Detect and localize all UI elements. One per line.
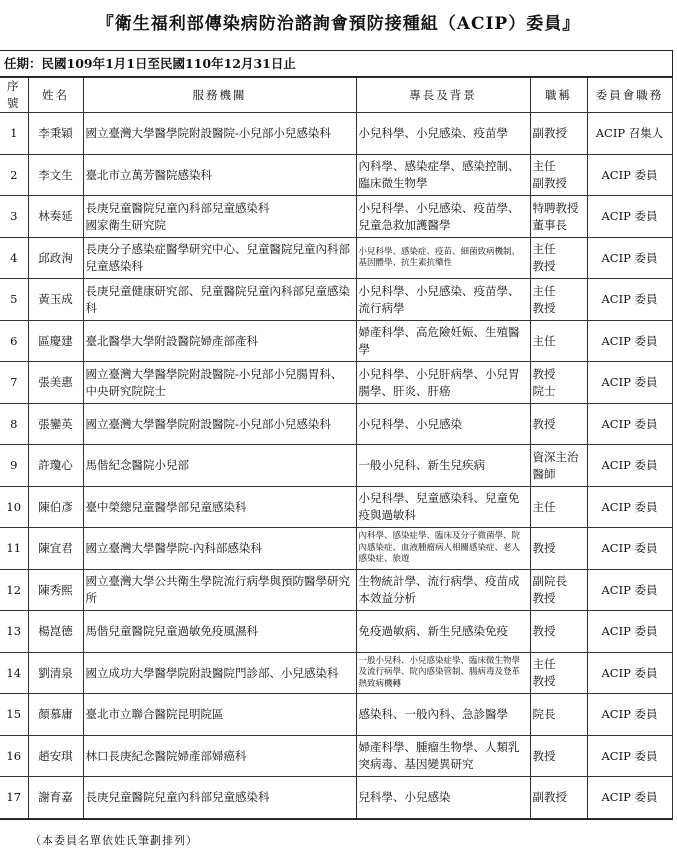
- member-name: 趙安琪: [28, 736, 83, 777]
- member-agency: 馬偕紀念醫院小兒部: [83, 445, 356, 487]
- member-agency: 臺北市立萬芳醫院感染科: [83, 155, 356, 196]
- member-agency: 長庚兒童健康研究部、兒童醫院兒童內科部兒童感染科: [83, 279, 356, 321]
- member-specialty: 小兒科學、小兒感染: [356, 404, 530, 445]
- table-row: [0, 694, 672, 736]
- member-specialty: 小兒科學、小兒肝病學、小兒胃腸學、肝炎、肝癌: [356, 362, 530, 404]
- member-no: 8: [0, 404, 28, 445]
- table-row: [0, 570, 672, 611]
- member-role: ACIP 委員: [587, 404, 672, 445]
- member-name: 陳秀熙: [28, 570, 83, 611]
- member-agency: 國立臺灣大學醫學院附設醫院-小兒部小兒感染科: [83, 113, 356, 155]
- member-name: 劉清泉: [28, 653, 83, 694]
- header-position: 職稱: [530, 78, 587, 113]
- member-no: 14: [0, 653, 28, 694]
- member-role: ACIP 委員: [587, 196, 672, 238]
- member-rows: [0, 113, 672, 819]
- member-no: 5: [0, 279, 28, 321]
- member-name: 區慶建: [28, 321, 83, 362]
- member-no: 2: [0, 155, 28, 196]
- member-no: 3: [0, 196, 28, 238]
- member-position: 教授: [530, 736, 587, 777]
- member-no: 17: [0, 777, 28, 819]
- table-row: [0, 736, 672, 777]
- table-row: [0, 238, 672, 279]
- member-agency: 國立臺灣大學公共衛生學院流行病學與預防醫學研究所: [83, 570, 356, 611]
- member-specialty: 感染科、一般內科、急診醫學: [356, 694, 530, 736]
- member-agency: 林口長庚紀念醫院婦產部婦癌科: [83, 736, 356, 777]
- table-row: [0, 528, 672, 570]
- member-role: ACIP 委員: [587, 611, 672, 653]
- member-no: 9: [0, 445, 28, 487]
- member-agency: 臺北市立聯合醫院昆明院區: [83, 694, 356, 736]
- member-specialty: 內科學、感染症學、感染控制、臨床微生物學: [356, 155, 530, 196]
- member-specialty: 一般小兒科、小兒感染症學、臨床微生物學及流行病學、院內感染管制、腸病毒及登革熱致病機轉: [356, 653, 530, 694]
- member-agency: 臺中榮總兒童醫學部兒童感染科: [83, 487, 356, 528]
- member-role: ACIP 委員: [587, 736, 672, 777]
- member-name: 謝育嘉: [28, 777, 83, 819]
- member-specialty: 婦產科學、腫瘤生物學、人類乳突病毒、基因變異研究: [356, 736, 530, 777]
- member-name: 李秉穎: [28, 113, 83, 155]
- member-name: 黃玉成: [28, 279, 83, 321]
- member-no: 4: [0, 238, 28, 279]
- member-name: 林奏延: [28, 196, 83, 238]
- member-name: 許瓊心: [28, 445, 83, 487]
- member-specialty: 一般小兒科、新生兒疾病: [356, 445, 530, 487]
- member-role: ACIP 委員: [587, 487, 672, 528]
- member-specialty: 小兒科學、感染症、疫苗、細菌致病機制、基因體學、抗生素抗藥性: [356, 238, 530, 279]
- member-specialty: 小兒科學、小兒感染、疫苗學、流行病學: [356, 279, 530, 321]
- member-position: 教授: [530, 404, 587, 445]
- member-agency: 臺北醫學大學附設醫院婦產部產科: [83, 321, 356, 362]
- table-row: [0, 487, 672, 528]
- member-specialty: 免疫過敏病、新生兒感染免疫: [356, 611, 530, 653]
- member-no: 13: [0, 611, 28, 653]
- table-row: [0, 321, 672, 362]
- member-role: ACIP 委員: [587, 528, 672, 570]
- member-specialty: 小兒科學、兒童感染科、兒童免疫與過敏科: [356, 487, 530, 528]
- member-specialty: 小兒科學、小兒感染、疫苗學: [356, 113, 530, 155]
- member-position: 教授: [530, 528, 587, 570]
- member-position: 主任 教授: [530, 279, 587, 321]
- term-line: 任期：民國109年1月1日至民國110年12月31日止: [0, 51, 672, 77]
- member-name: 顏慕庸: [28, 694, 83, 736]
- member-role: ACIP 委員: [587, 777, 672, 819]
- member-agency: 國立成功大學醫學院附設醫院門診部、小兒感染科: [83, 653, 356, 694]
- member-no: 12: [0, 570, 28, 611]
- member-name: 張鑾英: [28, 404, 83, 445]
- member-specialty: 兒科學、小兒感染: [356, 777, 530, 819]
- document-title: 『衛生福利部傳染病防治諮詢會預防接種組（ACIP）委員』: [96, 14, 581, 34]
- member-no: 16: [0, 736, 28, 777]
- table-row: [0, 611, 672, 653]
- member-position: 副教授: [530, 113, 587, 155]
- member-role: ACIP 委員: [587, 570, 672, 611]
- members-table: [0, 77, 673, 819]
- member-role: ACIP 委員: [587, 445, 672, 487]
- member-agency: 國立臺灣大學醫學院附設醫院-小兒部小兒腸胃科、中央研究院院士: [83, 362, 356, 404]
- member-no: 15: [0, 694, 28, 736]
- member-specialty: 內科學、感染症學、臨床及分子微菌學、院內感染症、血液腫瘤病人相關感染症、老人感染症、旅遊: [356, 528, 530, 570]
- table-row: [0, 362, 672, 404]
- member-position: 主任 副教授: [530, 155, 587, 196]
- member-name: 邱政洵: [28, 238, 83, 279]
- member-agency: 長庚分子感染症醫學研究中心、兒童醫院兒童內科部兒童感染科: [83, 238, 356, 279]
- member-role: ACIP 委員: [587, 362, 672, 404]
- member-name: 李文生: [28, 155, 83, 196]
- member-position: 特聘教授 董事長: [530, 196, 587, 238]
- member-position: 教授: [530, 611, 587, 653]
- member-role: ACIP 委員: [587, 694, 672, 736]
- member-position: 主任: [530, 487, 587, 528]
- member-role: ACIP 委員: [587, 321, 672, 362]
- member-role: ACIP 委員: [587, 653, 672, 694]
- member-role: ACIP 召集人: [587, 113, 672, 155]
- member-position: 主任: [530, 321, 587, 362]
- table-row: [0, 777, 672, 819]
- member-name: 楊崑德: [28, 611, 83, 653]
- member-position: 教授 院士: [530, 362, 587, 404]
- member-agency: 長庚兒童醫院兒童內科部兒童感染科 國家衛生研究院: [83, 196, 356, 238]
- table-row: [0, 279, 672, 321]
- member-name: 張美惠: [28, 362, 83, 404]
- member-agency: 長庚兒童醫院兒童內科部兒童感染科: [83, 777, 356, 819]
- table-row: [0, 445, 672, 487]
- header-specialty: 專長及背景: [356, 78, 530, 113]
- member-no: 10: [0, 487, 28, 528]
- member-no: 11: [0, 528, 28, 570]
- member-no: 7: [0, 362, 28, 404]
- header-name: 姓名: [28, 78, 83, 113]
- member-specialty: 小兒科學、小兒感染、疫苗學、兒童急救加護醫學: [356, 196, 530, 238]
- member-agency: 國立臺灣大學醫學院-內科部感染科: [83, 528, 356, 570]
- table-row: [0, 113, 672, 155]
- member-position: 主任 教授: [530, 653, 587, 694]
- table-header-row: [0, 78, 672, 113]
- header-agency: 服務機關: [83, 78, 356, 113]
- member-position: 副教授: [530, 777, 587, 819]
- member-position: 副院長 教授: [530, 570, 587, 611]
- header-no: 序號: [0, 78, 28, 113]
- footnote: （本委員名單依姓氏筆劃排列）: [30, 834, 198, 847]
- member-specialty: 婦產科學、高危險妊娠、生殖醫學: [356, 321, 530, 362]
- member-name: 陳伯彥: [28, 487, 83, 528]
- member-position: 院長: [530, 694, 587, 736]
- table-row: [0, 404, 672, 445]
- member-role: ACIP 委員: [587, 155, 672, 196]
- table-row: [0, 155, 672, 196]
- member-specialty: 生物統計學、流行病學、疫苗成本效益分析: [356, 570, 530, 611]
- member-no: 6: [0, 321, 28, 362]
- header-role: 委員會職務: [587, 78, 672, 113]
- members-sheet: [0, 50, 673, 820]
- member-position: 主任 教授: [530, 238, 587, 279]
- table-row: [0, 653, 672, 694]
- member-role: ACIP 委員: [587, 238, 672, 279]
- member-agency: 馬偕兒童醫院兒童過敏免疫風濕科: [83, 611, 356, 653]
- member-position: 資深主治醫師: [530, 445, 587, 487]
- table-row: [0, 196, 672, 238]
- member-agency: 國立臺灣大學醫學院附設醫院-小兒部小兒感染科: [83, 404, 356, 445]
- member-name: 陳宜君: [28, 528, 83, 570]
- member-no: 1: [0, 113, 28, 155]
- member-role: ACIP 委員: [587, 279, 672, 321]
